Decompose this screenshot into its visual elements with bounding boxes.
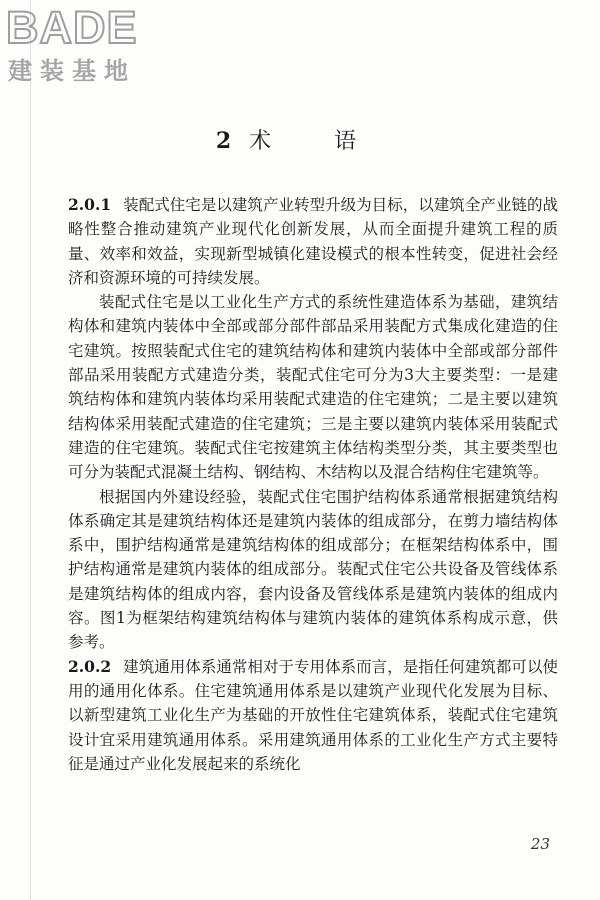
body-text [68,193,558,776]
paragraph: 装配式住宅是以工业化生产方式的系统性建造体系为基础，建筑结构体和建筑内装体中全部或部分部件部品采用装配方式集成化建造的住宅建筑。按照装配式住宅的建筑结构体和建筑内装体中全部或部分部件部品采用装配方式建造分类，装配式住宅可分为3大主要类型：一是建筑结构体和建筑内装体均采用装配式建造的住宅建筑；二是主要以建筑结构体采用装配式建造的住宅建筑；三是主要以建筑内装体采用装配式建造的住宅建筑。装配式住宅按建筑主体结构类型分类，其主要类型也可分为装配式混凝土结构、钢结构、木结构以及混合结构住宅建筑等。 [68,293,558,482]
clause-2-0-1 [68,193,558,290]
clause-2-0-2 [68,655,558,776]
chapter-title [0,126,600,157]
clause-text: 装配式住宅是以建筑产业转型升级为目标，以建筑全产业链的战略性整合推动建筑产业现代化创新发展，从而全面提升建筑工程的质量、效率和效益，实现新型城镇化建设模式的根本性转变，促进社会经济和资源环境的可持续发展。 [68,196,558,287]
clause-text: 建筑通用体系通常相对于专用体系而言，是指任何建筑都可以使用的通用化体系。住宅建筑通用体系是以建筑产业现代化发展为目标、以新型建筑工业化生产为基础的开放性住宅建筑体系，装配式住宅建筑设计宜采用建筑通用体系。采用建筑通用体系的工业化生产方式主要特征是通过产业化发展起来的系统化 [68,657,558,773]
paragraph: 根据国内外建设经验，装配式住宅围护结构体系通常根据建筑结构体系确定其是建筑结构体还是建筑内装体的组成部分，在剪力墙结构体系中，围护结构通常是建筑结构体的组成部分；在框架结构体系中，围护结构通常是建筑内装体的组成部分。装配式住宅公共设备及管线体系是建筑结构体的组成内容，套内设备及管线体系是建筑内装体的组成内容。图1为框架结构建筑结构体与建筑内装体的建筑体系构成示意，供参考。 [68,487,558,652]
chapter-title-text: 术 语 [249,129,385,154]
clause-number: 2.0.2 [68,656,112,676]
bade-logo [6,4,176,88]
chapter-number: 2 [215,128,232,154]
logo-wordmark: BADE [6,2,138,53]
page-number: 23 [530,835,550,853]
logo-subtitle: 建装基地 [8,57,136,85]
clause-number: 2.0.1 [68,195,112,214]
